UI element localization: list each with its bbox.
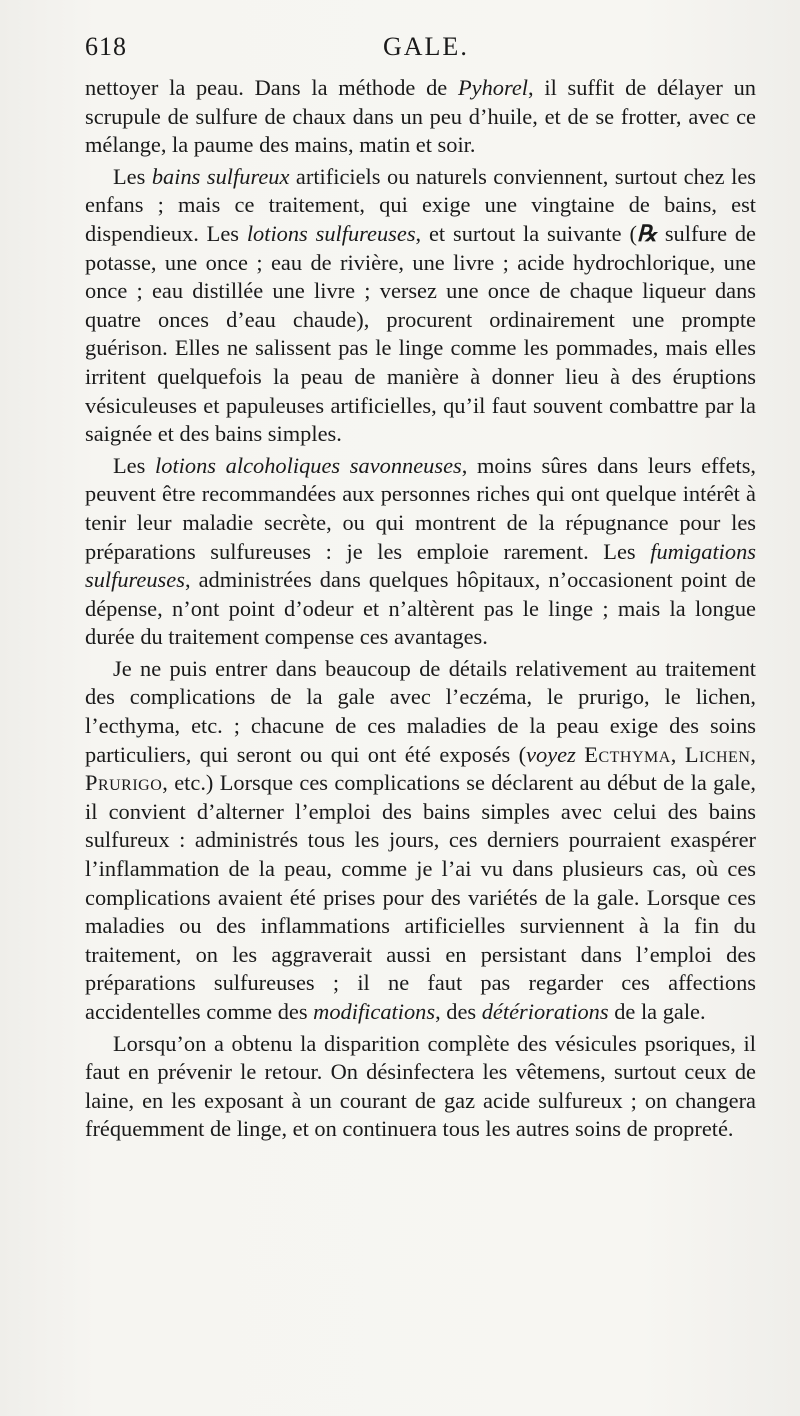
p4-term-modifications: modifications — [313, 999, 436, 1024]
body-text — [85, 74, 756, 1144]
p2-text-e: , et surtout la suivante ( — [415, 220, 637, 246]
paragraph-2 — [85, 163, 756, 449]
p1-text-a: nettoyer la peau. Dans la méthode de — [85, 75, 458, 100]
p1-author-name: Pyhorel — [457, 75, 529, 100]
paragraph-4 — [85, 655, 756, 1027]
p3-text-e: , administrées dans quelques hôpitaux, n’occasionent point de dépense, n’ont point d’odeur et n’altèrent pas le linge ; mais la longue durée du traitement compense ces avantages. — [85, 567, 756, 650]
p2-text-c: artificiels ou naturels conviennent, surtout chez les enfans ; mais ce traitement, qui exige une vingtaine de bains, est dispendieux. Les — [85, 163, 756, 246]
page-header — [85, 28, 756, 72]
p4-text-a: Je ne puis entrer dans beaucoup de détails relativement au traitement des complications de la gale avec l’eczéma, le prurigo, le lichen, l’ecthyma, etc. ; chacune de ces maladies de la peau exige des soins particuliers, qui seront ou qui ont été exposés ( — [85, 655, 756, 767]
p1-text-c: , il suffit de délayer un scrupule de sulfure de chaux dans un peu d’huile, et de se frotter, avec ce mélange, la paume des mains, matin et soir. — [85, 75, 756, 158]
p3-term-fumigations: fumigations sulfureuses — [85, 538, 756, 593]
paragraph-1 — [85, 74, 756, 160]
p4-text-k: , des — [435, 999, 482, 1024]
p4-ref-prurigo: Prurigo — [85, 770, 163, 796]
paragraph-5 — [85, 1030, 756, 1144]
p2-term-bains: bains sulfureux — [151, 163, 290, 189]
running-title: GALE. — [383, 32, 469, 61]
p3-text-c: , moins sûres dans leurs effets, peuvent être recommandées aux personnes riches qui ont quelque intérêt à tenir leur maladie secrète, ou qui montrent de la répugnance pour les préparations sulfureuses : je les emploie rarement. Les — [85, 452, 757, 564]
p4-voyez: voyez — [526, 741, 576, 767]
p2-text-f: sulfure de potasse, une once ; eau de rivière, une livre ; acide hydrochlorique, une once ; eau distillée une livre ; versez une once de chaque liqueur dans quatre onces d’eau chaude), procurent ordinairement une prompte guérison. Elles ne salissent pas le linge comme les pommades, mais elles irritent quelquefois la peau de manière à donner lieu à des éruptions vésiculeuses et papuleuses artificielles, qu’il faut souvent combattre par la saignée et des bains simples. — [85, 220, 756, 447]
p2-term-lotions: lotions sulfureuses — [246, 220, 416, 246]
p4-ref-lichen: Lichen — [684, 741, 751, 767]
paragraph-3 — [85, 452, 756, 652]
p4-term-deteriorations: détériorations — [481, 999, 609, 1024]
p4-text-m: de la gale. — [608, 999, 706, 1024]
p4-sep-2: , — [750, 741, 756, 767]
p4-sep-1: , — [670, 741, 685, 767]
p3-term-lotions: lotions alcoholiques savonneuses — [155, 452, 462, 478]
p4-text-i: , etc.) Lorsque ces complications se déclarent au début de la gale, il convient d’alterner l’emploi des bains simples avec celui des bains sulfureux : administrés tous les jours, ces derniers pourraient exaspérer l’inflammation de la peau, comme je l’ai vu dans plusieurs cas, où ces complications avaient été prises pour des variétés de la gale. Lorsque ces maladies ou des inflammations artificielles surviennent à la fin du traitement, on les aggraverait aussi en persistant dans l’emploi des préparations sulfureuses ; il ne faut pas regarder ces affections accidentelles comme des — [85, 770, 756, 1024]
p2-text-a: Les — [113, 163, 152, 189]
page-number: 618 — [85, 32, 127, 61]
p4-ref-ecthyma: Ecthyma — [584, 741, 671, 767]
recipe-symbol: ℞ — [636, 220, 657, 246]
p5-text-a: Lorsqu’on a obtenu la disparition complète des vésicules psoriques, il faut en prévenir le retour. On désinfectera les vêtemens, surtout ceux de laine, en les exposant à un courant de gaz acide sulfureux ; on changera fréquemment de linge, et on continuera tous les autres soins de propreté. — [85, 1030, 756, 1142]
p3-text-a: Les — [113, 452, 156, 478]
